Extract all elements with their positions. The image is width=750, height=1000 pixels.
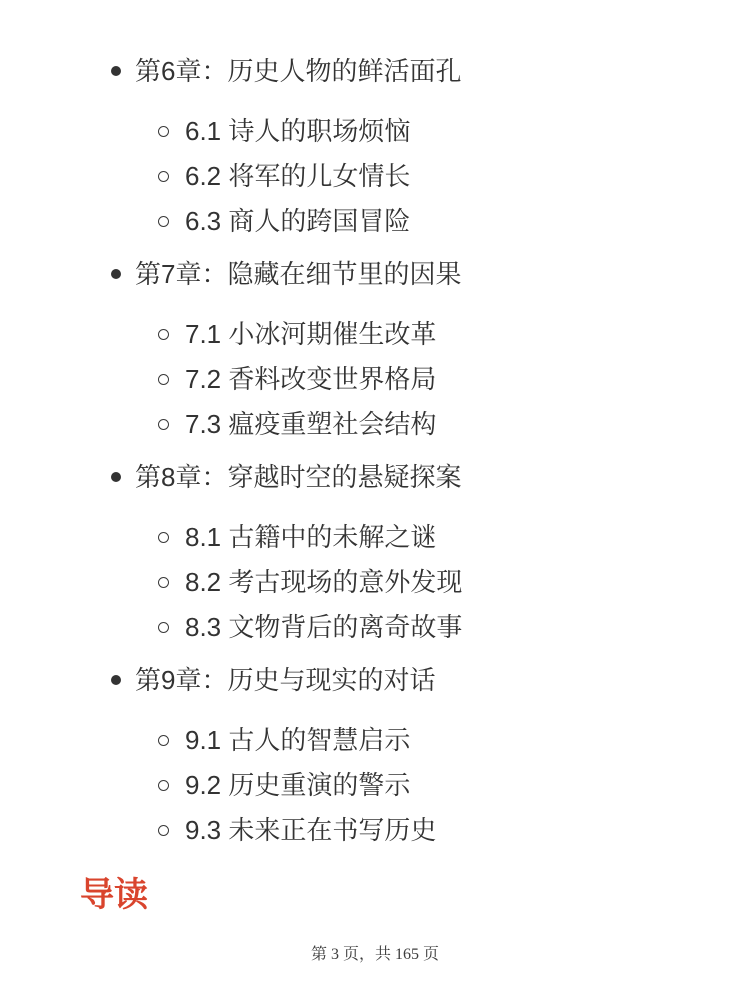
toc-chapter-group-8 bbox=[0, 461, 750, 643]
circle-bullet-icon bbox=[158, 171, 169, 182]
disc-bullet-icon bbox=[111, 472, 121, 482]
toc-item-6-1 bbox=[0, 115, 750, 147]
toc-item-label: 8.3 文物背后的离奇故事 bbox=[185, 612, 463, 642]
toc-item-8-2 bbox=[0, 566, 750, 598]
toc-chapter-title-8 bbox=[0, 461, 750, 493]
toc-item-label: 9.1 古人的智慧启示 bbox=[185, 725, 411, 755]
toc-item-label: 7.1 小冰河期催生改革 bbox=[185, 319, 437, 349]
toc-sub-list bbox=[0, 521, 750, 643]
disc-bullet-icon bbox=[111, 675, 121, 685]
toc-item-8-3 bbox=[0, 611, 750, 643]
toc-item-label: 7.2 香料改变世界格局 bbox=[185, 364, 437, 394]
toc-chapter-title-6 bbox=[0, 55, 750, 87]
toc-item-7-1 bbox=[0, 318, 750, 350]
disc-bullet-icon bbox=[111, 66, 121, 76]
page-footer bbox=[0, 945, 750, 965]
circle-bullet-icon bbox=[158, 825, 169, 836]
toc-item-6-3 bbox=[0, 205, 750, 237]
circle-bullet-icon bbox=[158, 622, 169, 633]
toc-chapter-title-7 bbox=[0, 258, 750, 290]
toc-chapter-title-9 bbox=[0, 664, 750, 696]
toc-chapter-label: 第9章：历史与现实的对话 bbox=[135, 665, 436, 695]
circle-bullet-icon bbox=[158, 735, 169, 746]
circle-bullet-icon bbox=[158, 374, 169, 385]
toc-item-9-1 bbox=[0, 724, 750, 756]
toc-chapter-group-6 bbox=[0, 55, 750, 237]
toc-item-7-3 bbox=[0, 408, 750, 440]
circle-bullet-icon bbox=[158, 419, 169, 430]
toc-item-6-2 bbox=[0, 160, 750, 192]
toc-item-label: 6.1 诗人的职场烦恼 bbox=[185, 116, 411, 146]
toc-item-label: 7.3 瘟疫重塑社会结构 bbox=[185, 409, 437, 439]
toc-sub-list bbox=[0, 115, 750, 237]
toc-item-9-3 bbox=[0, 814, 750, 846]
toc-chapter-group-7 bbox=[0, 258, 750, 440]
circle-bullet-icon bbox=[158, 577, 169, 588]
circle-bullet-icon bbox=[158, 780, 169, 791]
toc-item-7-2 bbox=[0, 363, 750, 395]
section-heading: 导读 bbox=[80, 876, 148, 914]
toc-item-label: 6.2 将军的儿女情长 bbox=[185, 161, 411, 191]
circle-bullet-icon bbox=[158, 216, 169, 227]
circle-bullet-icon bbox=[158, 532, 169, 543]
toc-chapter-group-9 bbox=[0, 664, 750, 846]
toc-chapter-label: 第8章：穿越时空的悬疑探案 bbox=[135, 462, 462, 492]
circle-bullet-icon bbox=[158, 329, 169, 340]
toc-item-label: 8.1 古籍中的未解之谜 bbox=[185, 522, 437, 552]
toc-sub-list bbox=[0, 318, 750, 440]
table-of-contents bbox=[0, 55, 750, 846]
toc-item-label: 6.3 商人的跨国冒险 bbox=[185, 206, 411, 236]
toc-item-label: 9.3 未来正在书写历史 bbox=[185, 815, 437, 845]
toc-chapter-label: 第7章：隐藏在细节里的因果 bbox=[135, 259, 462, 289]
toc-item-label: 8.2 考古现场的意外发现 bbox=[185, 567, 463, 597]
disc-bullet-icon bbox=[111, 269, 121, 279]
toc-sub-list bbox=[0, 724, 750, 846]
page-number-label: 第 3 页，共 165 页 bbox=[310, 946, 439, 963]
toc-chapter-label: 第6章：历史人物的鲜活面孔 bbox=[135, 56, 462, 86]
toc-item-8-1 bbox=[0, 521, 750, 553]
toc-item-label: 9.2 历史重演的警示 bbox=[185, 770, 411, 800]
circle-bullet-icon bbox=[158, 126, 169, 137]
toc-item-9-2 bbox=[0, 769, 750, 801]
